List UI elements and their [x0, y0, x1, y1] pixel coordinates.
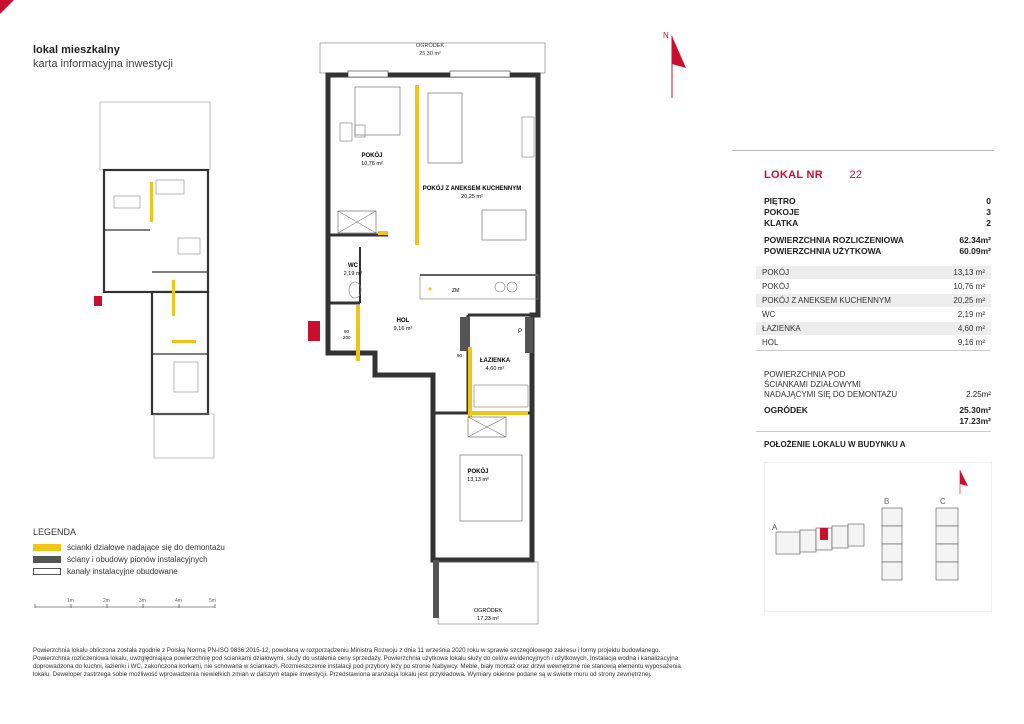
partition-line-1: POWIERZCHNIA POD — [764, 370, 846, 379]
compass-label: N — [663, 31, 669, 40]
room-list-area: 2,19 m² — [957, 310, 985, 319]
room-label-pokoj-2: POKÓJ — [467, 469, 489, 475]
settled-area-value: 62.34m² — [959, 235, 991, 245]
room-area-pokoj-1: 10,76 m² — [361, 161, 383, 167]
overview-floor-plan — [92, 100, 217, 460]
room-area-wc: 2,19 m² — [343, 271, 363, 277]
room-label-hol: HOL — [396, 318, 410, 324]
rooms-value: 3 — [986, 207, 991, 217]
legend-swatch-yellow — [33, 544, 61, 551]
rooms-label: POKOJE — [764, 207, 800, 217]
room-list-name: ŁAZIENKA — [762, 324, 801, 333]
room-area-pokoj-2: 13,13 m² — [467, 477, 489, 483]
scale-1m: 1m — [67, 598, 74, 604]
label-zm: ZM — [452, 288, 460, 294]
room-list-area: 13,13 m² — [953, 268, 985, 277]
door-dim-90: 90 — [457, 353, 463, 358]
footer-disclaimer: Powierzchnia lokalu obliczona została zgodnie z Polską Normą PN-ISO 9836:2015-12, powołaną w rozporządzeniu Ministra Rozwoju z dnia 11 września 2020 roku w sprawie szczegółowego zakresu i formy projektu budowlanego. Powierzchnia rozliczeniowa lokalu, uwzględniająca powierzchnię pod ściankami działowymi, służy do ustalenia ceny sprzedaży. Powierzchnia użytkowa lokalu służy do celów ewidencyjnych i użytkowych. Instalacja wodna i kanalizacyjna doprowadzona do kuchni, łazienki i WC, zakończona korkami, nie schowana w ściankach. Rozmieszczenie instalacji pod przybory leży po stronie Nabywcy. Meble, biały montaż oraz drzwi wewnętrzne nie stanowią elementu wyposażenia lokalu. Deweloper zastrzega sobie możliwość wprowadzenia niewielkich zmian w dalszym etapie inwestycji. Przedstawiona aranżacja lokalu jest przykładowa. Wymiary okienne podane są w świetle muru od strony zewnętrznej. — [33, 647, 681, 678]
partition-area-value: 2.25m² — [966, 390, 991, 399]
settled-area-label: POWIERZCHNIA ROZLICZENIOWA — [764, 235, 904, 245]
scale-bar — [33, 597, 223, 609]
building-label-c: C — [940, 497, 946, 506]
scale-3m: 3m — [139, 598, 146, 604]
garden-divider — [756, 431, 991, 432]
room-list-area: 10,76 m² — [953, 282, 985, 291]
legend — [33, 527, 225, 578]
scale-4m: 4m — [175, 598, 182, 604]
garden-value-1: 25.30m² — [959, 405, 991, 415]
garden-bottom-label: OGRÓDEK — [473, 608, 503, 614]
room-list-area: 4,60 m² — [957, 324, 985, 333]
main-floor-plan — [300, 35, 560, 630]
info-row-settled-area — [764, 235, 991, 246]
info-row-stair — [764, 218, 991, 229]
room-label-pokoj-1: POKÓJ — [361, 153, 383, 159]
usable-area-value: 60.09m² — [959, 246, 991, 256]
garden-top-area: 25,30 m² — [419, 51, 441, 57]
legend-item-installation — [33, 566, 225, 576]
building-label-a: A — [772, 523, 778, 532]
room-list-name: POKÓJ Z ANEKSEM KUCHENNYM — [762, 296, 891, 305]
legend-item-structural — [33, 554, 225, 564]
garden-value-2: 17.23m² — [959, 416, 991, 426]
lokal-number: 22 — [849, 169, 863, 181]
room-label-wc: WC — [348, 263, 358, 269]
info-row-usable-area — [764, 246, 991, 257]
room-area-lazienka: 4,60 m² — [485, 366, 505, 372]
position-title: POŁOŻENIE LOKALU W BUDYNKU A — [764, 440, 906, 449]
room-list-area: 9,16 m² — [957, 338, 985, 347]
room-list-row — [756, 322, 991, 335]
room-list-row — [756, 336, 991, 349]
garden-bottom-area: 17,23 m² — [477, 616, 499, 622]
room-label-lazienka: ŁAZIENKA — [479, 358, 511, 364]
legend-label-structural: ściany i obudowy pionów instalacyjnych — [67, 554, 208, 564]
legend-label-installation: kanały instalacyjne obudowane — [67, 566, 178, 576]
room-label-living-kitchen: POKÓJ Z ANEKSEM KUCHENNYM — [422, 186, 522, 192]
panel-top-divider — [732, 150, 994, 151]
legend-item-demolition — [33, 542, 225, 552]
corner-brand-mark — [0, 0, 20, 20]
floor-value: 0 — [986, 196, 991, 206]
room-list-area: 20,25 m² — [953, 296, 985, 305]
garden-label: OGRÓDEK — [764, 405, 808, 415]
legend-swatch-gray — [33, 556, 61, 563]
info-row-rooms — [764, 207, 991, 218]
partition-area-label — [764, 370, 897, 400]
building-position-diagram — [764, 462, 992, 612]
room-list-name: POKÓJ — [762, 282, 790, 291]
stair-value: 2 — [986, 218, 991, 228]
lokal-label: LOKAL NR — [764, 169, 824, 181]
scale-5m: 5m — [209, 598, 216, 604]
info-row-floor — [764, 196, 991, 207]
stair-label: KLATKA — [764, 218, 799, 228]
room-list-name: HOL — [762, 338, 779, 347]
room-area-living-kitchen: 20,25 m² — [461, 194, 483, 200]
garden-top-label: OGRÓDEK — [415, 43, 445, 49]
legend-title: LEGENDA — [33, 527, 77, 537]
room-list-row — [756, 280, 991, 293]
partition-line-3: NADAJĄCYMI SIĘ DO DEMONTAŻU — [764, 390, 898, 399]
door-dim-80: 80 — [344, 329, 350, 334]
floor-label: PIĘTRO — [764, 196, 796, 206]
info-row-garden — [764, 405, 991, 416]
room-list-name: WC — [762, 310, 776, 319]
room-list-name: POKÓJ — [762, 268, 790, 277]
legend-label-demolition: ścianki działowe nadające się do demontażu — [67, 542, 225, 552]
usable-area-label: POWIERZCHNIA UŻYTKOWA — [764, 246, 882, 256]
room-list-row — [756, 294, 991, 307]
building-label-b: B — [884, 497, 890, 506]
room-area-hol: 9,16 m² — [393, 326, 413, 332]
room-list-divider — [756, 350, 991, 351]
document-subtitle: karta informacyjna inwestycji — [33, 58, 173, 70]
label-p: P — [518, 329, 523, 335]
compass-north-icon — [660, 28, 690, 100]
scale-2m: 2m — [103, 598, 110, 604]
room-list-row — [756, 266, 991, 279]
door-dim-200: 200 — [343, 335, 351, 340]
legend-swatch-white — [33, 568, 61, 575]
document-title: lokal mieszkalny — [33, 44, 120, 56]
room-list-row — [756, 308, 991, 321]
partition-line-2: ŚCIANKAMI DZIAŁOWYMI — [764, 380, 861, 389]
lokal-heading — [764, 165, 862, 183]
